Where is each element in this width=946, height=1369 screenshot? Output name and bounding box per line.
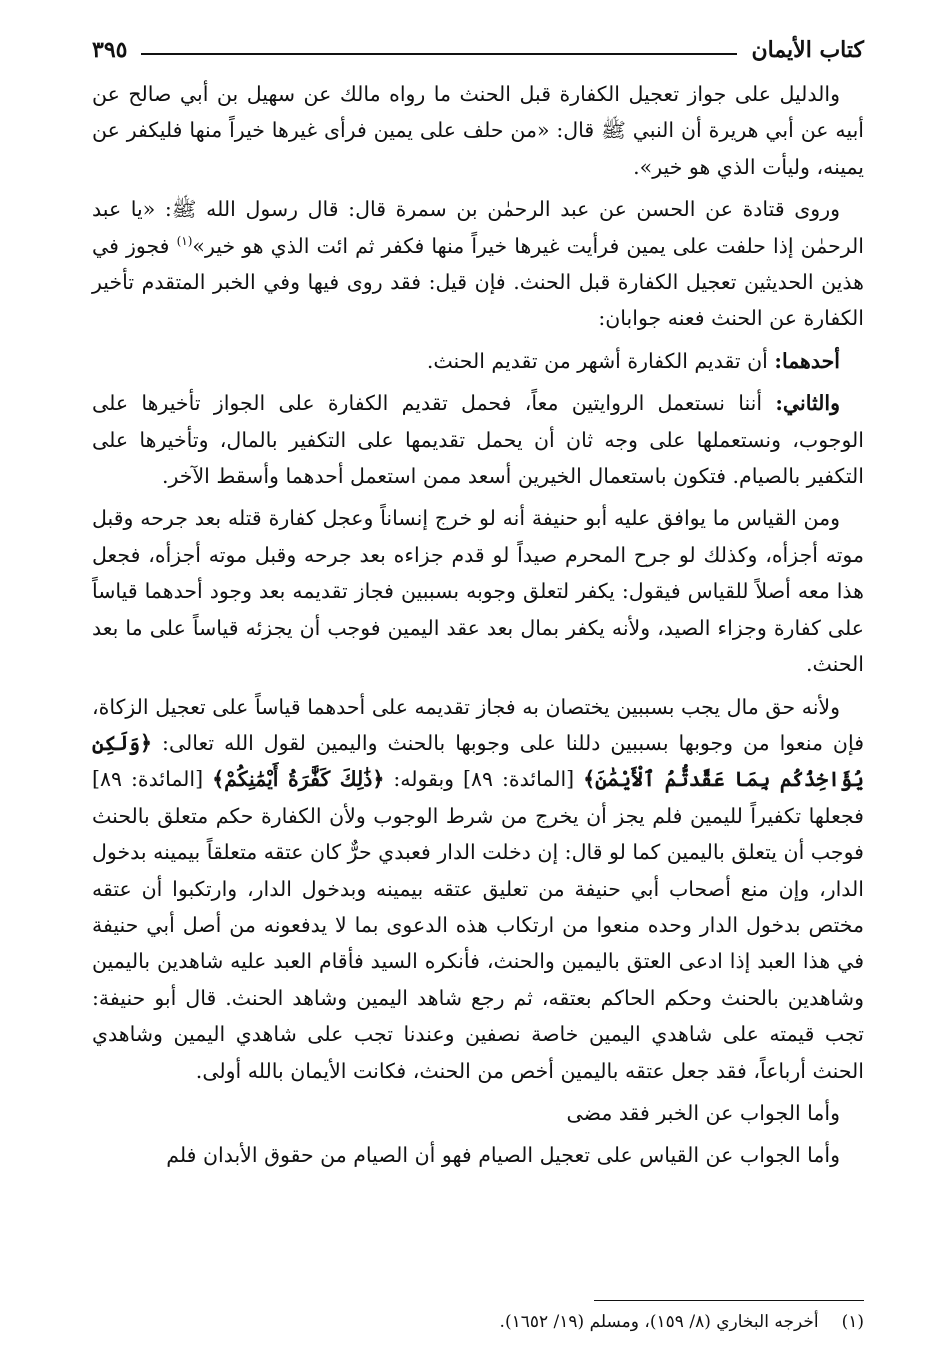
paragraph-2-text-a: وروى قتادة عن الحسن عن عبد الرحمٰن بن سمرة قال: قال رسول الله ﷺ: «يا عبد الرحمٰن إذا حلفت على يمين فرأيت غيرها خيراً منها فكفر ثم ائت الذي هو خير» xyxy=(92,197,864,258)
paragraph-5-text: ومن القياس ما يوافق عليه أبو حنيفة أنه لو خرج إنساناً وعجل كفارة قتله بعد جرحه وقبل موته أجزأه، وكذلك لو جرح المحرم صيداً لو قدم جزاءه بعد جرحه وقبل موته أجزأه، فجعل هذا معه أصلاً للقياس فيقول: يكفر لتعلق وجوبه بسببين فجاز تقديمه بعد وجود أحدهما قياساً على كفارة وجزاء الصيد، ولأنه يكفر بمال بعد عقد اليمين فوجب أن يجزئه قياساً على ما بعد الحنث. xyxy=(92,506,864,677)
paragraph-3 xyxy=(92,343,864,379)
paragraph-8-text: وأما الجواب عن القياس على تعجيل الصيام فهو أن الصيام من حقوق الأبدان فلم xyxy=(166,1143,840,1168)
page-body xyxy=(92,76,864,1174)
paragraph-4 xyxy=(92,385,864,494)
paragraph-1-text: والدليل على جواز تعجيل الكفارة قبل الحنث ما رواه مالك عن سهيل بن أبي صالح عن أبيه عن أبي هريرة أن النبي ﷺ قال: «من حلف على يمين فرأى غيرها خيراً منها فليكفر عن يمينه، وليأت الذي هو خير». xyxy=(92,82,864,179)
answer-two-text: أننا نستعمل الروايتين معاً، فحمل تقديم الكفارة على الجواز تأخيرها على الوجوب، ونستعملها على وجه ثان أن يحمل تقديمها على التكفير بالمال، وتأخيرها على التكفير بالصيام. فتكون باستعمال الخيرين أسعد ممن استعمل أحدهما وأسقط الآخر. xyxy=(92,391,864,489)
paragraph-1 xyxy=(92,76,864,185)
answer-one-label: أحدهما: xyxy=(774,348,840,373)
page-number: ٣٩٥ xyxy=(92,37,128,63)
footnote-text: أخرجه البخاري (٨/ ١٥٩)، ومسلم (١٩/ ١٦٥٢). xyxy=(499,1312,819,1332)
book-page xyxy=(92,28,864,1348)
footnote-mark: (١) xyxy=(841,1312,864,1332)
quran-verse-2: ﴿ذَٰلِكَ كَفَّٰرَةُ أَيْمَٰنِكُمْ﴾ xyxy=(212,767,385,792)
running-title: كتاب الأيمان xyxy=(751,37,864,63)
answer-two-label: والثاني: xyxy=(775,391,840,416)
paragraph-6-text-c: [المائدة: ٨٩] فجعلها تكفيراً لليمين فلم يجز أن يخرج من شرط الوجوب ولأن الكفارة حكم متعلق بالحنث فوجب أن يتعلق باليمين كما لو قال: إن دخلت الدار فعبدي حرٌّ كان عتقه متعلقاً بيمينه بدخول الدار، وإن منع أصحاب أبي حنيفة من تعليق عتقه بيمينه وبدخول الدار، وارتكبوا أن عتقه مختص بدخول الدار وحده منعوا من ارتكاب هذه الدعوى بما لا يدفعونه من أصل أبي حنيفة في هذا العبد إذا ادعى العتق باليمين والحنث، فأنكره السيد فأقام العبد عليه شاهدين باليمين وشاهدين بالحنث وحكم الحاكم بعتقه، ثم رجع شاهد اليمين وشاهد الحنث. قال أبو حنيفة: تجب قيمته على شاهدي اليمين خاصة نصفين وعندنا تجب على شاهدي اليمين وشاهدي الحنث أرباعاً، فقد جعل عتقه باليمين أخص من الحنث، فكانت الأيمان بالله أولى. xyxy=(92,767,864,1083)
paragraph-8 xyxy=(92,1137,864,1173)
paragraph-6 xyxy=(92,689,864,1089)
footnote-divider xyxy=(594,1300,864,1301)
paragraph-7 xyxy=(92,1095,864,1131)
paragraph-2 xyxy=(92,191,864,337)
paragraph-6-text-b: [المائدة: ٨٩] وبقوله: xyxy=(384,767,584,792)
answer-one-text: أن تقديم الكفارة أشهر من تقديم الحنث. xyxy=(426,348,775,373)
header-rule xyxy=(141,53,737,55)
page-header xyxy=(92,28,864,72)
paragraph-7-text: وأما الجواب عن الخبر فقد مضى xyxy=(566,1100,840,1125)
footnote-reference: (١) xyxy=(176,233,193,248)
paragraph-5 xyxy=(92,500,864,682)
paragraph-6-text-a: ولأنه حق مال يجب بسببين يختصان به فجاز تقديمه على أحدهما قياساً على تعجيل الزكاة، فإن منعوا من وجوبها بسببين دللنا على وجوبها بالحنث واليمين لقول الله تعالى: xyxy=(92,694,864,755)
footnote xyxy=(92,1308,864,1336)
quran-verse-1: ﴿وَلَكِن يُؤَاخِذُكُم بِمَا عَقَّدتُّمُ ٱلْأَيْمَٰنَ﴾ xyxy=(92,730,864,792)
paragraph-2-text-b: فجوز في هذين الحديثين تعجيل الكفارة قبل الحنث. فإن قيل: فقد روى فيها وفي الخبر المتقدم تأخير الكفارة عن الحنث فعنه جوابان: xyxy=(92,233,864,331)
